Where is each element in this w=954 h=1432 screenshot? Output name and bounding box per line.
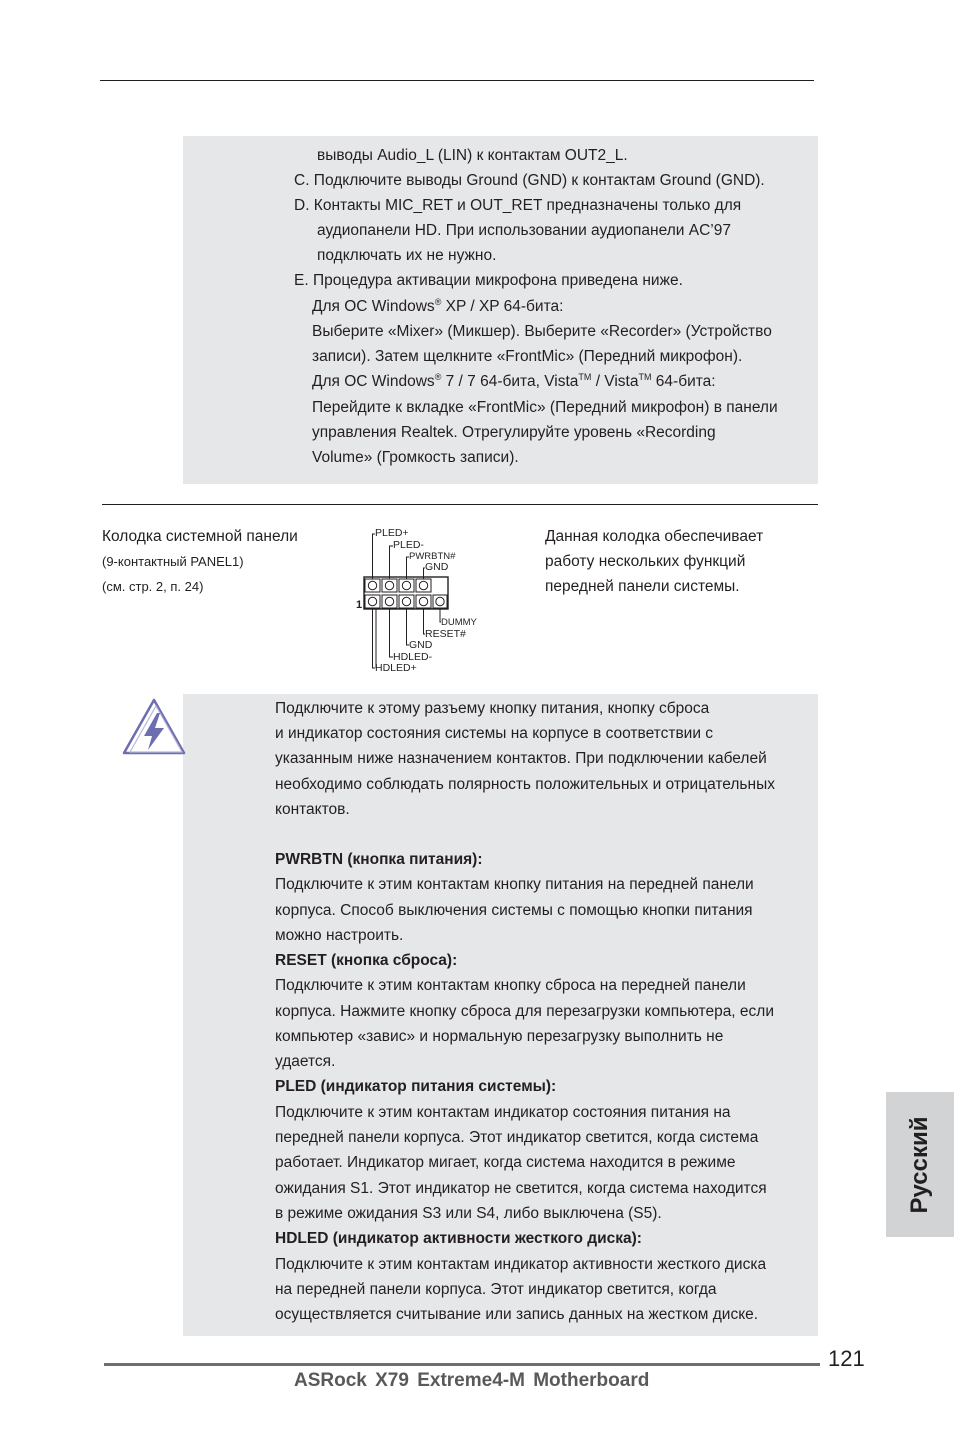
footer-rule — [104, 1363, 820, 1366]
reset-title: RESET (кнопка сброса): — [275, 952, 458, 969]
pled-line1: Подключите к этим контактам индикатор состояния питания на — [275, 1104, 731, 1121]
reset-line2: корпуса. Нажмите кнопку сброса для перезагрузки компьютера, если — [275, 1003, 774, 1020]
reset-line3: компьютер «завис» и нормальную перезагрузку выполнить не — [275, 1028, 724, 1045]
warning-p4: необходимо соблюдать полярность положительных и отрицательных — [275, 776, 775, 793]
panel-header-desc3: передней панели системы. — [545, 578, 740, 595]
reset-line1: Подключите к этим контактам кнопку сброса на передней панели — [275, 977, 746, 994]
label-pwrbtn: PWRBTN# — [409, 551, 456, 562]
trademark-mark: TM — [578, 372, 592, 382]
pled-line2: передней панели корпуса. Этот индикатор светится, когда система — [275, 1129, 759, 1146]
warning-p1: Подключите к этому разъему кнопку питания, кнопку сброса — [275, 700, 710, 717]
audio-note-w7-l2: управления Realtek. Отрегулируйте уровень «Recording — [312, 424, 716, 441]
pwrbtn-line3: можно настроить. — [275, 927, 404, 944]
audio-note-xp-l1: Выберите «Mixer» (Микшер). Выберите «Recorder» (Устройство — [312, 323, 772, 340]
label-pin1: 1 — [356, 599, 363, 611]
warning-triangle-icon — [122, 698, 186, 756]
pled-line5: в режиме ожидания S3 или S4, либо выключена (S5). — [275, 1205, 662, 1222]
label-pled-plus: PLED+ — [375, 527, 409, 539]
pled-line4: ожидания S1. Этот индикатор не светится, когда система находится — [275, 1180, 767, 1197]
panel-header-desc1: Данная колодка обеспечивает — [545, 528, 764, 545]
hdled-title: HDLED (индикатор активности жесткого диска): — [275, 1230, 642, 1247]
audio-note-xp-l2: записи). Затем щелкните «FrontMic» (Передний микрофон). — [312, 348, 743, 365]
label-dummy: DUMMY — [441, 617, 477, 628]
panel-header-desc2: работу нескольких функций — [545, 553, 746, 570]
pwrbtn-line1: Подключите к этим контактам кнопку питания на передней панели — [275, 876, 754, 893]
audio-note-d3: подключать их не нужно. — [317, 247, 497, 264]
registered-mark: ® — [434, 297, 442, 307]
audio-note-e: E. Процедура активации микрофона приведена ниже. — [294, 272, 683, 289]
hdled-line2: на передней панели корпуса. Этот индикатор светится, когда — [275, 1281, 717, 1298]
label-gnd-top: GND — [425, 561, 449, 573]
pled-line3: работает. Индикатор мигает, когда система находится в режиме — [275, 1154, 736, 1171]
panel-header-pin-diagram — [355, 522, 495, 676]
label-gnd-bottom: GND — [409, 639, 433, 651]
label-hdled-plus: HDLED+ — [375, 662, 417, 674]
audio-note-w7-l3: Volume» (Громкость записи). — [312, 449, 519, 466]
reset-line4: удается. — [275, 1053, 336, 1070]
audio-note-xp-heading: Для ОС Windows® XP / XP 64-бита: — [312, 297, 564, 315]
pled-title: PLED (индикатор питания системы): — [275, 1078, 557, 1095]
hdled-line1: Подключите к этим контактам индикатор активности жесткого диска — [275, 1256, 767, 1273]
audio-note-d2: аудиопанели HD. При использовании аудиопанели AC’97 — [317, 222, 731, 239]
label-reset: RESET# — [425, 628, 466, 640]
panel-header-subtitle: (9-контактный PANEL1) — [102, 554, 244, 569]
language-side-tab-label: Русский — [906, 1116, 933, 1213]
warning-p3: указанным ниже назначением контактов. При подключении кабелей — [275, 750, 767, 767]
section-rule — [102, 504, 818, 505]
audio-note-w7-heading: Для ОС Windows® 7 / 7 64-бита, Vista™ / Vista™ 64-бита: — [312, 372, 716, 390]
panel-header-ref: (см. стр. 2, п. 24) — [102, 579, 204, 594]
footer-title: ASRock X79 Extreme4-M Motherboard — [294, 1370, 650, 1391]
audio-note-c: C. Подключите выводы Ground (GND) к контактам Ground (GND). — [294, 172, 765, 189]
label-hdled-minus: HDLED- — [393, 651, 433, 663]
panel-header-title: Колодка системной панели — [102, 528, 298, 545]
language-side-tab — [886, 1092, 954, 1237]
label-pled-minus: PLED- — [393, 539, 424, 551]
page-number: 121 — [828, 1346, 865, 1371]
audio-note-w7-l1: Перейдите к вкладке «FrontMic» (Передний микрофон) в панели — [312, 399, 778, 416]
audio-note-d1: D. Контакты MIC_RET и OUT_RET предназначены только для — [294, 197, 742, 214]
warning-p2: и индикатор состояния системы на корпусе в соответствии с — [275, 725, 714, 742]
top-rule — [100, 80, 814, 81]
pwrbtn-title: PWRBTN (кнопка питания): — [275, 851, 483, 868]
hdled-line3: осуществляется считывание или запись данных на жестком диске. — [275, 1306, 759, 1323]
pwrbtn-line2: корпуса. Способ выключения системы с помощью кнопки питания — [275, 902, 753, 919]
warning-p5: контактов. — [275, 801, 350, 818]
audio-note-line1: выводы Audio_L (LIN) к контактам OUT2_L. — [317, 147, 628, 164]
